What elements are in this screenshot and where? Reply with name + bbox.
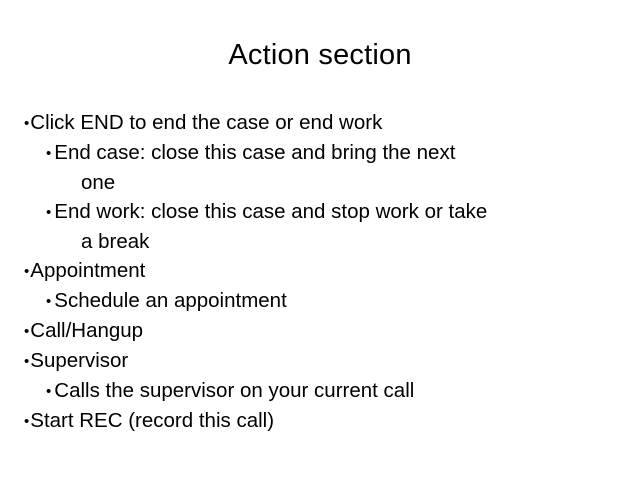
bullet-icon: • [24,115,30,132]
bullet-icon: • [24,353,30,370]
list-item [24,256,624,286]
list-item-label: Calls the supervisor on your current call [54,379,415,402]
list-item [24,138,624,197]
list-item [24,286,624,316]
bullet-icon: • [24,263,30,280]
bullet-icon: • [24,413,30,430]
list-item [24,316,624,346]
list-item-label: Supervisor [30,349,129,372]
bullet-icon: • [46,204,52,221]
page-title: Action section [228,39,412,71]
bullet-list [24,108,624,436]
list-item-label: Appointment [30,259,146,282]
list-item [24,108,624,138]
list-item-label: End work: close this case and stop work or take [54,200,488,223]
list-item [24,406,624,436]
list-item-label: Start REC (record this call) [30,409,275,432]
list-item [24,197,624,256]
list-item-label: Schedule an appointment [54,289,287,312]
list-item-label-continuation: one [81,171,116,194]
list-item-label: Click END to end the case or end work [30,111,383,134]
bullet-icon: • [46,145,52,162]
bullet-icon: • [46,293,52,310]
bullet-icon: • [24,323,30,340]
list-item-label: Call/Hangup [30,319,144,342]
list-item-label-continuation: a break [81,230,150,253]
list-item [24,376,624,406]
list-item-label: End case: close this case and bring the next [54,141,456,164]
bullet-icon: • [46,383,52,400]
list-item [24,346,624,376]
